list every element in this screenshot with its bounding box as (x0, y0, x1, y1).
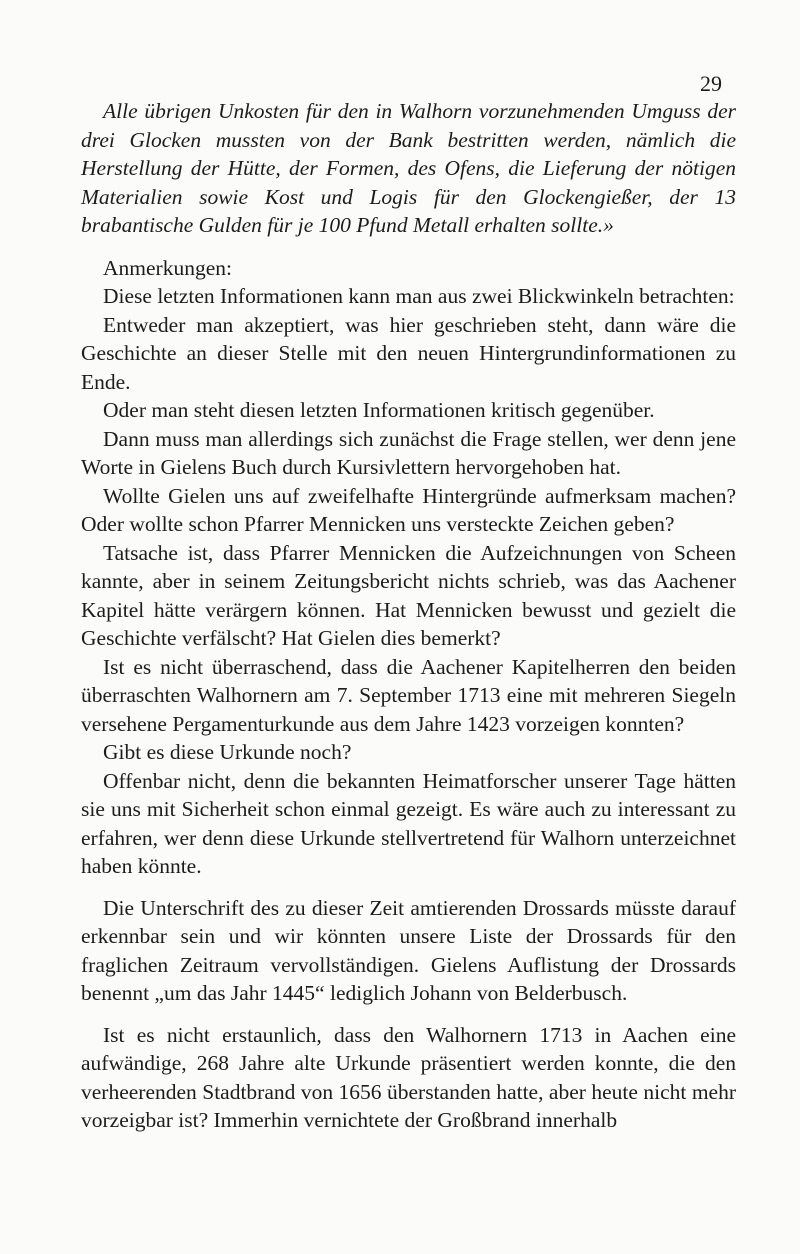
paragraph-anmerkungen: Anmerkungen: (103, 255, 232, 280)
paragraph: Dann muss man allerdings sich zunächst die Frage stellen, wer denn jene Worte in Gielens Buch durch Kursivlettern hervorgehoben hat. (81, 426, 736, 479)
paragraph: Oder man steht diesen letzten Informationen kritisch gegenüber. (103, 398, 655, 422)
paragraph: Wollte Gielen uns auf zweifelhafte Hintergründe aufmerksam machen? Oder wollte schon Pfarrer Mennicken uns versteckte Zeichen geben? (81, 483, 736, 536)
paragraph: Tatsache ist, dass Pfarrer Mennicken die Aufzeichnungen von Scheen kannte, aber in seinem Zeitungsbericht nichts schrieb, was das Aachener Kapitel hätte verärgern können. Hat Mennicken bewusst und gezielt die Geschichte verfälscht? Hat Gielen dies bemerkt? (81, 540, 736, 650)
page-number: 29 (700, 71, 722, 96)
body-text (81, 97, 736, 1135)
paragraph: Die Unterschrift des zu dieser Zeit amtierenden Drossards müsste darauf erkennbar sein und wir könnten unsere Liste der Drossards für den fraglichen Zeitraum vervollständigen. Gielens Auflistung der Drossards benennt „um das Jahr 1445“ lediglich Johann von Belderbusch. (81, 895, 736, 1005)
paragraph: Ist es nicht überraschend, dass die Aachener Kapitelherren den beiden überraschten Walhornern am 7. September 1713 eine mit mehreren Siegeln versehene Pergamenturkunde aus dem Jahre 1423 vorzeigen konnten? (81, 654, 736, 736)
paragraph: Gibt es diese Urkunde noch? (103, 740, 352, 764)
paragraph: Ist es nicht erstaunlich, dass den Walhornern 1713 in Aachen eine aufwändige, 268 Jahre alte Urkunde präsentiert werden konnte, die den verheerenden Stadtbrand von 1656 überstanden hatte, aber heute nicht mehr vorzeigbar ist? Immerhin vernichtete der Großbrand innerhalb (81, 1022, 736, 1132)
paragraph: Diese letzten Informationen kann man aus zwei Blickwinkeln betrachten: (103, 284, 735, 308)
quote-paragraph: Alle übrigen Unkosten für den in Walhorn vorzunehmenden Umguss der drei Glocken mussten von der Bank bestritten werden, nämlich die Herstellung der Hütte, der Formen, des Ofens, die Lieferung der nötigen Materialien sowie Kost und Logis für den Glockengießer, der 13 brabantische Gulden für je 100 Pfund Metall erhalten sollte.» (81, 99, 736, 237)
paragraph: Entweder man akzeptiert, was hier geschrieben steht, dann wäre die Geschichte an dieser Stelle mit den neuen Hintergrundinformationen zu Ende. (81, 312, 736, 394)
paragraph: Offenbar nicht, denn die bekannten Heimatforscher unserer Tage hätten sie uns mit Sicherheit schon einmal gezeigt. Es wäre auch zu interessant zu erfahren, wer denn diese Urkunde stellvertretend für Walhorn unterzeichnet haben könnte. (81, 768, 736, 878)
